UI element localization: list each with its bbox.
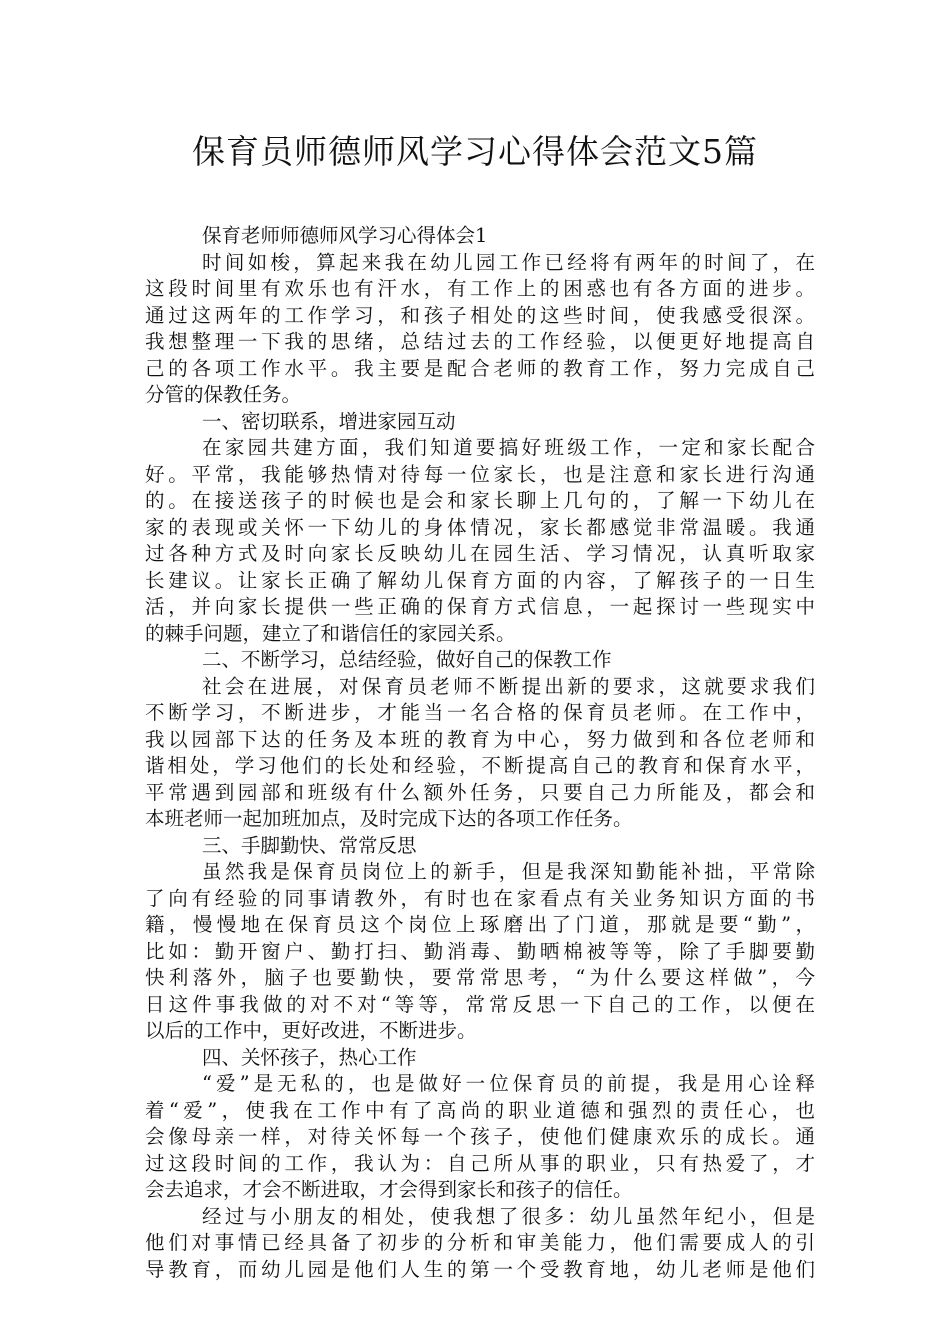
text-line: 我想整理一下我的思绪，总结过去的工作经验，以便更好地提高自 [145, 330, 815, 353]
text-line: 通过这两年的工作学习，和孩子相处的这些时间，使我感受很深。 [145, 303, 815, 327]
text-line: 日这件事我做的对不对“等等，常常反思一下自己的工作，以便在 [145, 992, 815, 1016]
text-line: 导教育，而幼儿园是他们人生的第一个受教育地，幼儿老师是他们 [145, 1257, 815, 1281]
text-line: 了向有经验的同事请教外，有时也在家看点有关业务知识方面的书 [145, 886, 815, 910]
text-line: 己的各项工作水平。我主要是配合老师的教育工作，努力完成自己 [145, 356, 815, 380]
text-line: 平常遇到园部和班级有什么额外任务，只要自己力所能及，都会和 [145, 780, 815, 804]
text-line: 活，并向家长提供一些正确的保育方式信息，一起探讨一些现实中 [145, 595, 815, 618]
text-line: 谐相处，学习他们的长处和经验，不断提高自己的教育和保育水平， [145, 754, 815, 777]
text-line: 好。平常，我能够热情对待每一位家长，也是注意和家长进行沟通 [145, 462, 815, 486]
text-line: 会像母亲一样，对待关怀每一个孩子，使他们健康欢乐的成长。通 [145, 1125, 815, 1148]
text-line: 经过与小朋友的相处，使我想了很多：幼儿虽然年纪小，但是 [202, 1204, 815, 1228]
text-line: 在家园共建方面，我们知道要搞好班级工作，一定和家长配合 [202, 436, 815, 459]
text-line: 不断学习，不断进步，才能当一名合格的保育员老师。在工作中， [145, 701, 815, 724]
text-line: 会去追求，才会不断进取，才会得到家长和孩子的信任。 [145, 1178, 633, 1201]
document-title: 保育员师德师风学习心得体会范文5篇 [192, 132, 758, 171]
text-line: 过这段时间的工作，我认为：自己所从事的职业，只有热爱了，才 [145, 1151, 815, 1175]
text-line: 虽然我是保育员岗位上的新手，但是我深知勤能补拙，平常除 [202, 860, 815, 883]
text-line: 本班老师一起加班加点，及时完成下达的各项工作任务。 [145, 807, 633, 830]
text-line: 的棘手问题，建立了和谐信任的家园关系。 [145, 621, 516, 645]
text-line: 他们对事情已经具备了初步的分析和审美能力，他们需要成人的引 [145, 1231, 815, 1254]
text-line: 保育老师师德师风学习心得体会1 [202, 224, 488, 247]
text-line: 四、关怀孩子，热心工作 [202, 1045, 417, 1069]
text-line: 一、密切联系，增进家园互动 [202, 409, 456, 433]
document-body [145, 223, 815, 1283]
text-line: 三、手脚勤快、常常反思 [202, 833, 417, 857]
text-line: 快利落外，脑子也要勤快，要常常思考，“为什么要这样做”，今 [145, 966, 815, 989]
text-line: 籍，慢慢地在保育员这个岗位上琢磨出了门道，那就是要“勤”， [145, 913, 815, 936]
text-line: 这段时间里有欢乐也有汗水，有工作上的困惑也有各方面的进步。 [145, 277, 815, 300]
text-line: 的。在接送孩子的时候也是会和家长聊上几句的，了解一下幼儿在 [145, 489, 815, 512]
text-line: 以后的工作中，更好改进，不断进步。 [145, 1019, 477, 1042]
text-line: 过各种方式及时向家长反映幼儿在园生活、学习情况，认真听取家 [145, 542, 815, 565]
text-line: 社会在进展，对保育员老师不断提出新的要求，这就要求我们 [202, 674, 815, 698]
text-line: 我以园部下达的任务及本班的教育为中心，努力做到和各位老师和 [145, 727, 815, 751]
text-line: 比如：勤开窗户、勤打扫、勤消毒、勤晒棉被等等，除了手脚要勤 [145, 939, 815, 963]
text-line: 家的表现或关怀一下幼儿的身体情况，家长都感觉非常温暖。我通 [145, 515, 815, 539]
text-line: 时间如梭，算起来我在幼儿园工作已经将有两年的时间了，在 [202, 250, 815, 274]
text-line: 着“爱”，使我在工作中有了高尚的职业道德和强烈的责任心，也 [145, 1098, 815, 1122]
text-line: “爱”是无私的，也是做好一位保育员的前提，我是用心诠释 [202, 1072, 815, 1095]
text-line: 二、不断学习，总结经验，做好自己的保教工作 [202, 648, 612, 671]
text-line: 分管的保教任务。 [145, 383, 302, 406]
text-line: 长建议。让家长正确了解幼儿保育方面的内容，了解孩子的一日生 [145, 568, 815, 592]
